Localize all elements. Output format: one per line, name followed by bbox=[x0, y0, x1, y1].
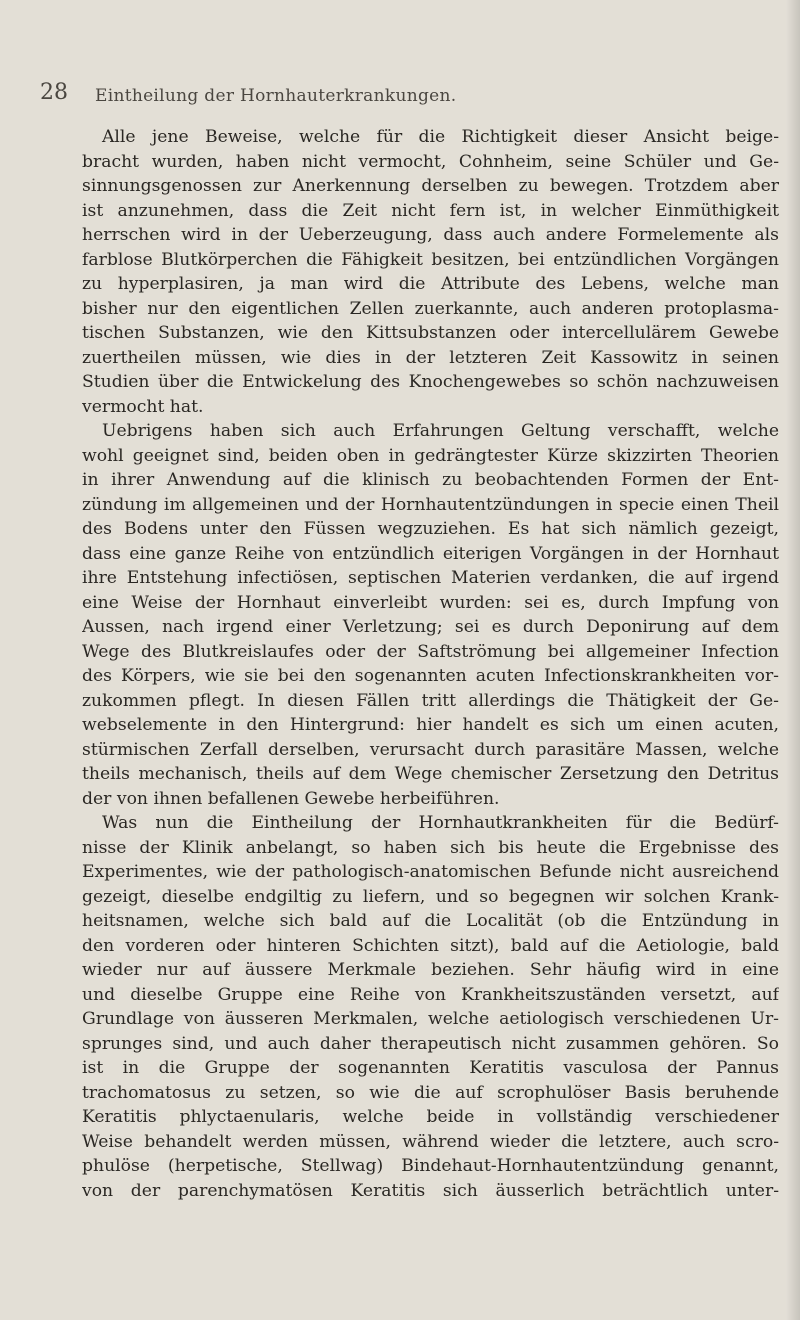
text-line: zündung im allgemeinen und der Hornhautentzündungen in specie einen Theil bbox=[82, 494, 779, 515]
text-line: wieder nur auf äussere Merkmale beziehen. Sehr häufig wird in eine bbox=[82, 960, 779, 980]
text-line: gezeigt, dieselbe endgiltig zu liefern, und so begegnen wir solchen Krank- bbox=[82, 886, 779, 907]
text-line: Aussen, nach irgend einer Verletzung; sei es durch Deponirung auf dem bbox=[82, 617, 779, 637]
text-line: und dieselbe Gruppe eine Reihe von Krankheitszuständen versetzt, auf bbox=[82, 984, 779, 1005]
text-line: Wege des Blutkreislaufes oder der Saftströmung bei allgemeiner Infection bbox=[82, 641, 779, 662]
text-line: des Körpers, wie sie bei den sogenannten acuten Infectionskrankheiten vor- bbox=[82, 666, 779, 686]
running-title: Eintheilung der Hornhauterkrankungen. bbox=[95, 86, 457, 106]
text-line: phulöse (herpetische, Stellwag) Bindehaut-Hornhautentzündung genannt, bbox=[82, 1156, 779, 1176]
text-line: Keratitis phlyctaenularis, welche beide in vollständig verschiedener bbox=[82, 1107, 779, 1127]
text-line: wohl geeignet sind, beiden oben in gedrängtester Kürze skizzirten Theorien bbox=[82, 445, 779, 466]
text-line: bracht wurden, haben nicht vermocht, Cohnheim, seine Schüler und Ge- bbox=[82, 151, 779, 172]
text-line: von der parenchymatösen Keratitis sich äusserlich beträchtlich unter- bbox=[82, 1180, 779, 1201]
text-line: zukommen pflegt. In diesen Fällen tritt allerdings die Thätigkeit der Ge- bbox=[82, 690, 779, 711]
text-line: heitsnamen, welche sich bald auf die Localität (ob die Entzündung in bbox=[82, 911, 779, 931]
text-line: sprunges sind, und auch daher therapeutisch nicht zusammen gehören. So bbox=[82, 1033, 779, 1054]
text-line: dass eine ganze Reihe von entzündlich eiterigen Vorgängen in der Hornhaut bbox=[82, 543, 779, 564]
text-line: tischen Substanzen, wie den Kittsubstanzen oder intercellulärem Gewebe bbox=[82, 323, 779, 343]
text-line: ist in die Gruppe der sogenannten Keratitis vasculosa der Pannus bbox=[82, 1058, 779, 1078]
text-line: Uebrigens haben sich auch Erfahrungen Geltung verschafft, welche bbox=[102, 421, 779, 441]
text-line: eine Weise der Hornhaut einverleibt wurden: sei es, durch Impfung von bbox=[82, 592, 779, 613]
text-line: nisse der Klinik anbelangt, so haben sich bis heute die Ergebnisse des bbox=[82, 837, 779, 858]
text-line: Weise behandelt werden müssen, während wieder die letztere, auch scro- bbox=[82, 1131, 779, 1152]
page-header bbox=[0, 80, 800, 114]
text-line: theils mechanisch, theils auf dem Wege chemischer Zersetzung den Detritus bbox=[82, 764, 779, 784]
text-line: vermocht hat. bbox=[82, 396, 204, 417]
text-line: Was nun die Eintheilung der Hornhautkrankheiten für die Bedürf- bbox=[102, 813, 779, 833]
text-line: den vorderen oder hinteren Schichten sitzt), bald auf die Aetiologie, bald bbox=[82, 935, 779, 956]
text-line: ihre Entstehung infectiösen, septischen Materien verdanken, die auf irgend bbox=[82, 568, 779, 588]
text-line: Grundlage von äusseren Merkmalen, welche aetiologisch verschiedenen Ur- bbox=[82, 1009, 779, 1029]
page-edge-shadow bbox=[786, 0, 800, 1320]
body-text bbox=[82, 125, 779, 1203]
text-line: Studien über die Entwickelung des Knochengewebes so schön nachzuweisen bbox=[82, 372, 779, 392]
text-line: in ihrer Anwendung auf die klinisch zu beobachtenden Formen der Ent- bbox=[82, 470, 779, 490]
text-line: herrschen wird in der Ueberzeugung, dass auch andere Formelemente als bbox=[82, 225, 779, 245]
text-line: zuertheilen müssen, wie dies in der letzteren Zeit Kassowitz in seinen bbox=[82, 347, 779, 368]
text-line: zu hyperplasiren, ja man wird die Attribute des Lebens, welche man bbox=[82, 274, 779, 294]
page-number: 28 bbox=[40, 80, 68, 105]
text-line: trachomatosus zu setzen, so wie die auf scrophulöser Basis beruhende bbox=[82, 1082, 779, 1103]
text-line: Experimentes, wie der pathologisch-anatomischen Befunde nicht ausreichend bbox=[82, 862, 779, 882]
text-line: webselemente in den Hintergrund: hier handelt es sich um einen acuten, bbox=[82, 715, 779, 735]
text-line: des Bodens unter den Füssen wegzuziehen. Es hat sich nämlich gezeigt, bbox=[82, 519, 779, 539]
text-line: stürmischen Zerfall derselben, verursacht durch parasitäre Massen, welche bbox=[82, 739, 779, 760]
text-line: Alle jene Beweise, welche für die Richtigkeit dieser Ansicht beige- bbox=[102, 127, 779, 147]
text-line: sinnungsgenossen zur Anerkennung derselben zu bewegen. Trotzdem aber bbox=[82, 176, 779, 196]
text-line: der von ihnen befallenen Gewebe herbeiführen. bbox=[82, 788, 500, 809]
text-line: ist anzunehmen, dass die Zeit nicht fern ist, in welcher Einmüthigkeit bbox=[82, 200, 779, 221]
text-line: bisher nur den eigentlichen Zellen zuerkannte, auch anderen protoplasma- bbox=[82, 298, 779, 319]
text-line: farblose Blutkörperchen die Fähigkeit besitzen, bei entzündlichen Vorgängen bbox=[82, 249, 779, 270]
